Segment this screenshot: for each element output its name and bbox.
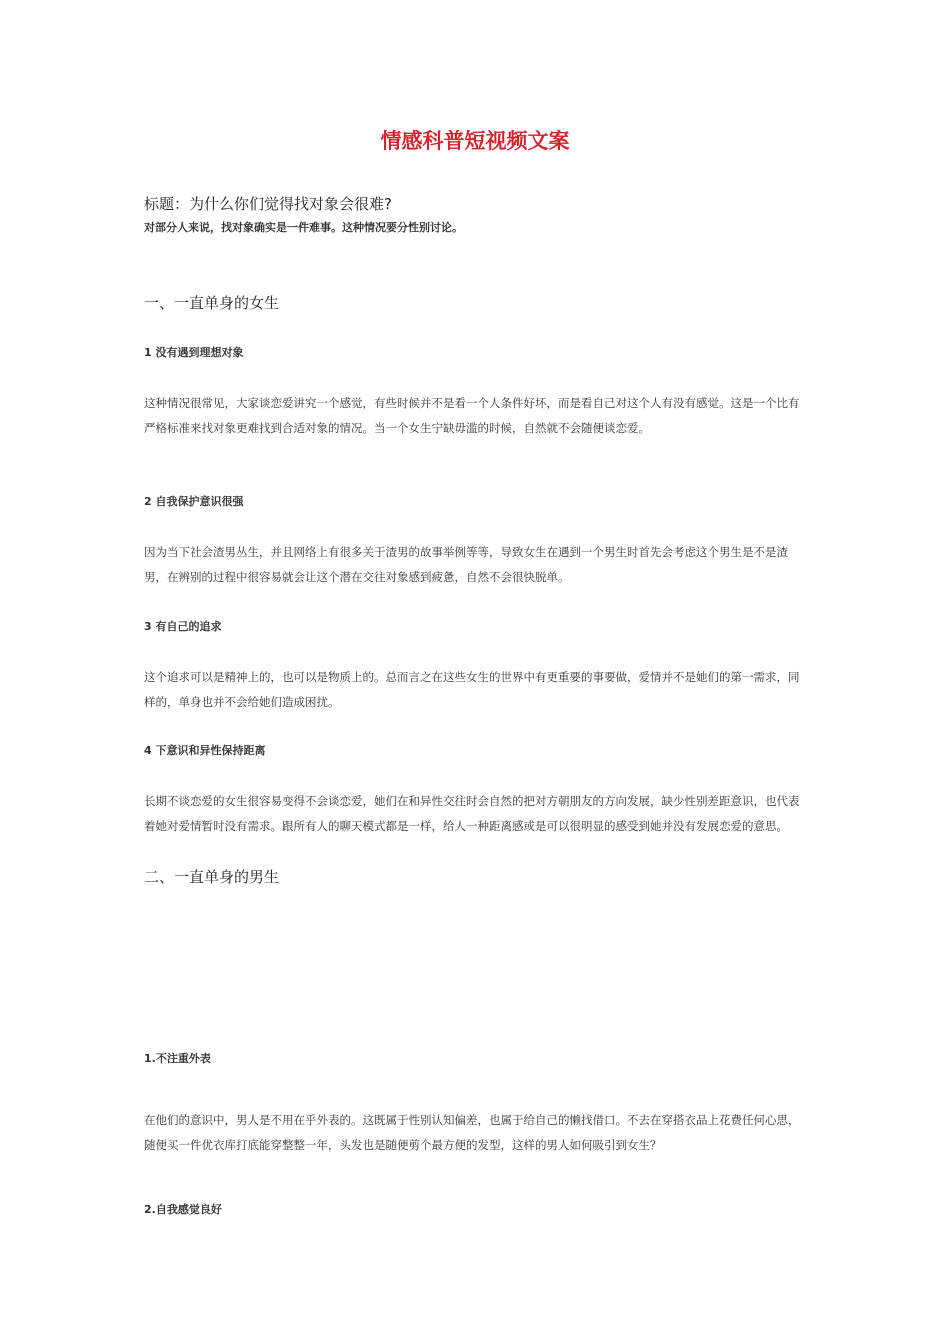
- item-paragraph-appearance: 在他们的意识中，男人是不用在乎外表的。这既属于性别认知偏差，也属于给自己的懒找借口。不去在穿搭衣品上花费任何心思，随便买一件优衣库打底能穿整整一年，头发也是随便剪个最方便的发型，这样的男人如何吸引到女生？: [144, 1113, 800, 1152]
- section-heading-single-women: 一、一直单身的女生: [144, 294, 280, 312]
- item-heading-self-protection: 2 自我保护意识很强: [144, 495, 244, 508]
- section-heading-single-men: 二、一直单身的男生: [144, 868, 280, 886]
- document-title: 情感科普短视频文案: [380, 129, 570, 153]
- intro-text: 对部分人来说，找对象确实是一件难事。这种情况要分性别讨论。: [144, 221, 463, 234]
- item-heading-own-pursuits: 3 有自己的追求: [144, 620, 222, 633]
- item-paragraph-own-pursuits: 这个追求可以是精神上的，也可以是物质上的。总而言之在这些女生的世界中有更重要的事要做，爱情并不是她们的第一需求，同样的，单身也并不会给她们造成困扰。: [144, 670, 800, 709]
- item-paragraph-no-ideal-partner: 这种情况很常见，大家谈恋爱讲究一个感觉，有些时候并不是看一个人条件好坏，而是看自己对这个人有没有感觉。这是一个比有严格标准来找对象更难找到合适对象的情况。当一个女生宁缺毋滥的时候，自然就不会随便谈恋爱。: [144, 396, 800, 435]
- item-heading-self-satisfied: 2.自我感觉良好: [144, 1203, 222, 1216]
- article-subtitle: 标题：为什么你们觉得找对象会很难?: [144, 195, 392, 213]
- item-paragraph-self-protection: 因为当下社会渣男丛生，并且网络上有很多关于渣男的故事举例等等，导致女生在遇到一个男生时首先会考虑这个男生是不是渣男，在辨别的过程中很容易就会让这个潜在交往对象感到疲惫，自然不会很快脱单。: [144, 545, 788, 584]
- item-heading-keep-distance: 4 下意识和异性保持距离: [144, 744, 266, 757]
- item-heading-no-ideal-partner: 1 没有遇到理想对象: [144, 346, 244, 359]
- item-paragraph-keep-distance: 长期不谈恋爱的女生很容易变得不会谈恋爱，她们在和异性交往时会自然的把对方朝朋友的方向发展，缺少性别差距意识，也代表着她对爱情暂时没有需求。跟所有人的聊天模式都是一样，给人一种距离感或是可以很明显的感受到她并没有发展恋爱的意思。: [144, 794, 800, 833]
- item-heading-appearance: 1.不注重外表: [144, 1052, 211, 1065]
